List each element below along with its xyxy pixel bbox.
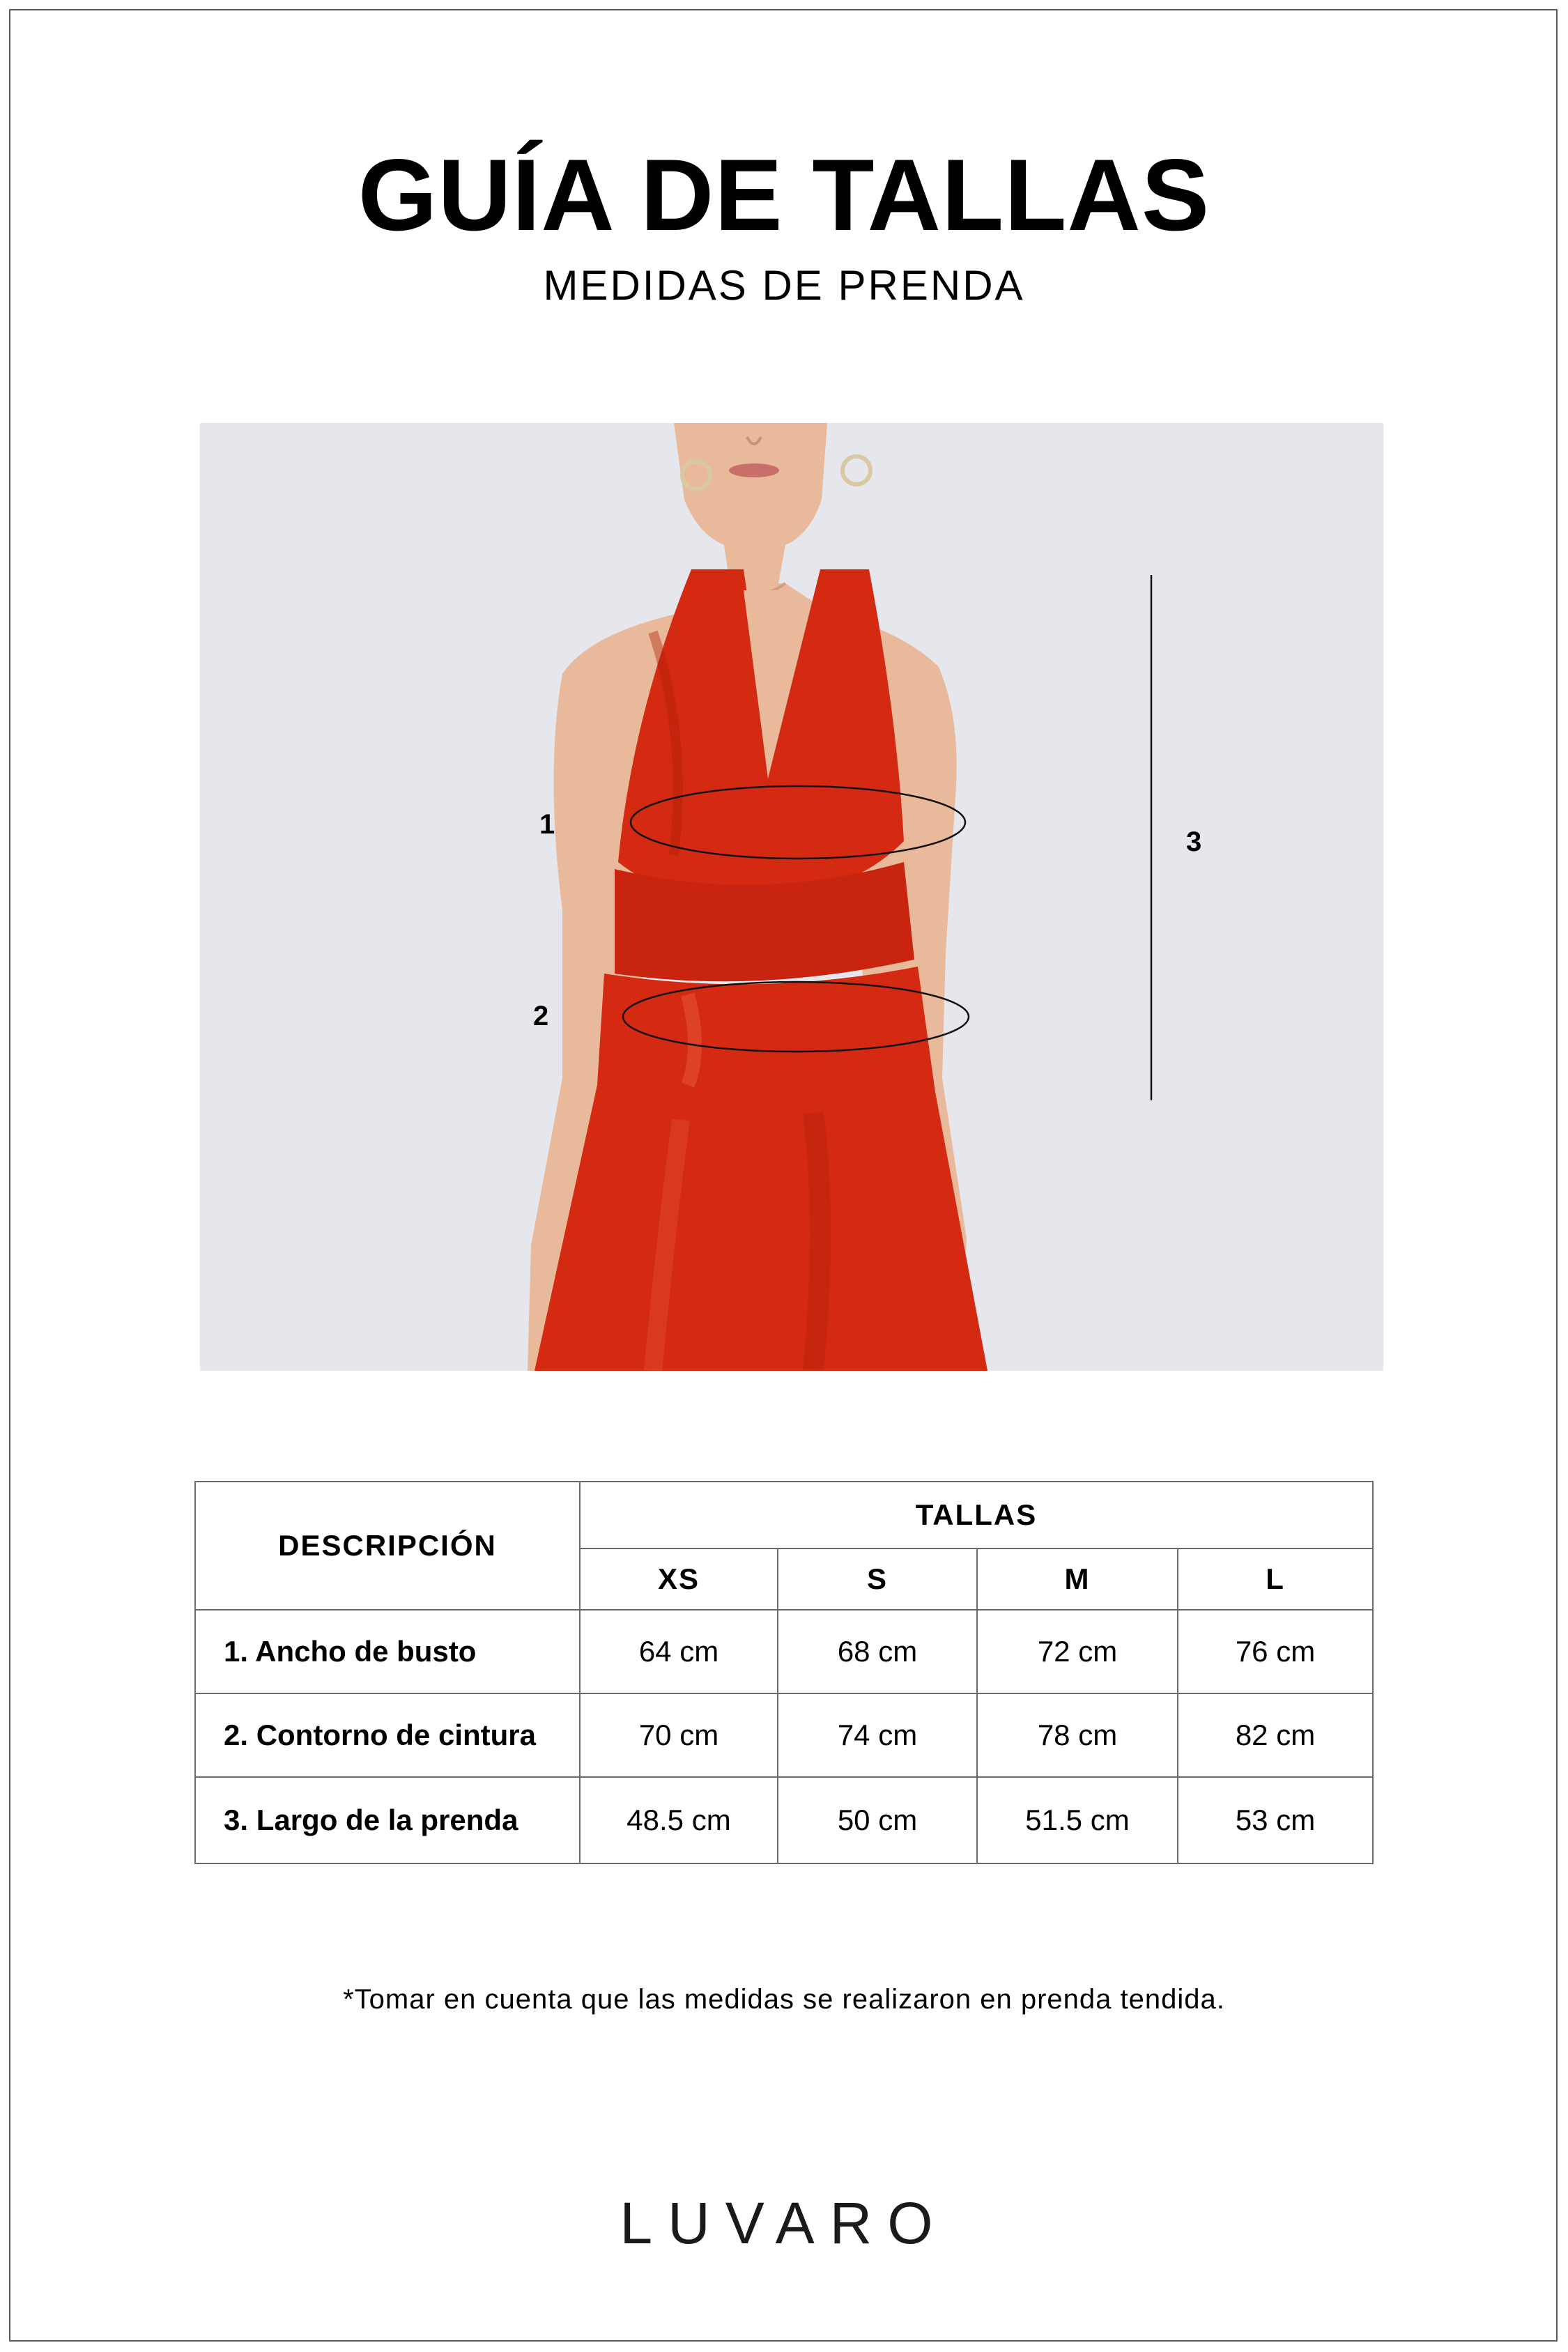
size-l-header: L <box>1178 1548 1373 1610</box>
bust-label: 1 <box>539 809 555 840</box>
table-cell: 72 cm <box>977 1610 1178 1693</box>
table-cell: 78 cm <box>977 1693 1178 1777</box>
size-xs-header: XS <box>580 1548 778 1610</box>
table-row <box>195 1693 1373 1777</box>
dress-photo <box>200 423 1383 1371</box>
table-cell: 48.5 cm <box>580 1777 778 1863</box>
table-cell: 68 cm <box>778 1610 977 1693</box>
measurement-note: *Tomar en cuenta que las medidas se realizaron en prenda tendida. <box>343 1984 1225 2015</box>
description-header: DESCRIPCIÓN <box>195 1482 580 1610</box>
size-m-header: M <box>977 1548 1178 1610</box>
page-title: GUÍA DE TALLAS <box>358 138 1210 252</box>
length-label: 3 <box>1186 827 1202 857</box>
row-label: 2. Contorno de cintura <box>195 1693 580 1777</box>
table-cell: 70 cm <box>580 1693 778 1777</box>
table-cell: 51.5 cm <box>977 1777 1178 1863</box>
table-cell: 50 cm <box>778 1777 977 1863</box>
sizes-header: TALLAS <box>580 1482 1373 1548</box>
size-s-header: S <box>778 1548 977 1610</box>
brand-logo: LUVARO <box>620 2190 948 2256</box>
table-cell: 76 cm <box>1178 1610 1373 1693</box>
row-label: 1. Ancho de busto <box>195 1610 580 1693</box>
waist-label: 2 <box>533 1001 549 1031</box>
table-row <box>195 1610 1373 1693</box>
table-cell: 64 cm <box>580 1610 778 1693</box>
table-cell: 53 cm <box>1178 1777 1373 1863</box>
table-row <box>195 1777 1373 1863</box>
page-subtitle: MEDIDAS DE PRENDA <box>543 262 1025 309</box>
row-label: 3. Largo de la prenda <box>195 1777 580 1863</box>
size-table <box>194 1481 1374 1864</box>
table-cell: 74 cm <box>778 1693 977 1777</box>
table-cell: 82 cm <box>1178 1693 1373 1777</box>
